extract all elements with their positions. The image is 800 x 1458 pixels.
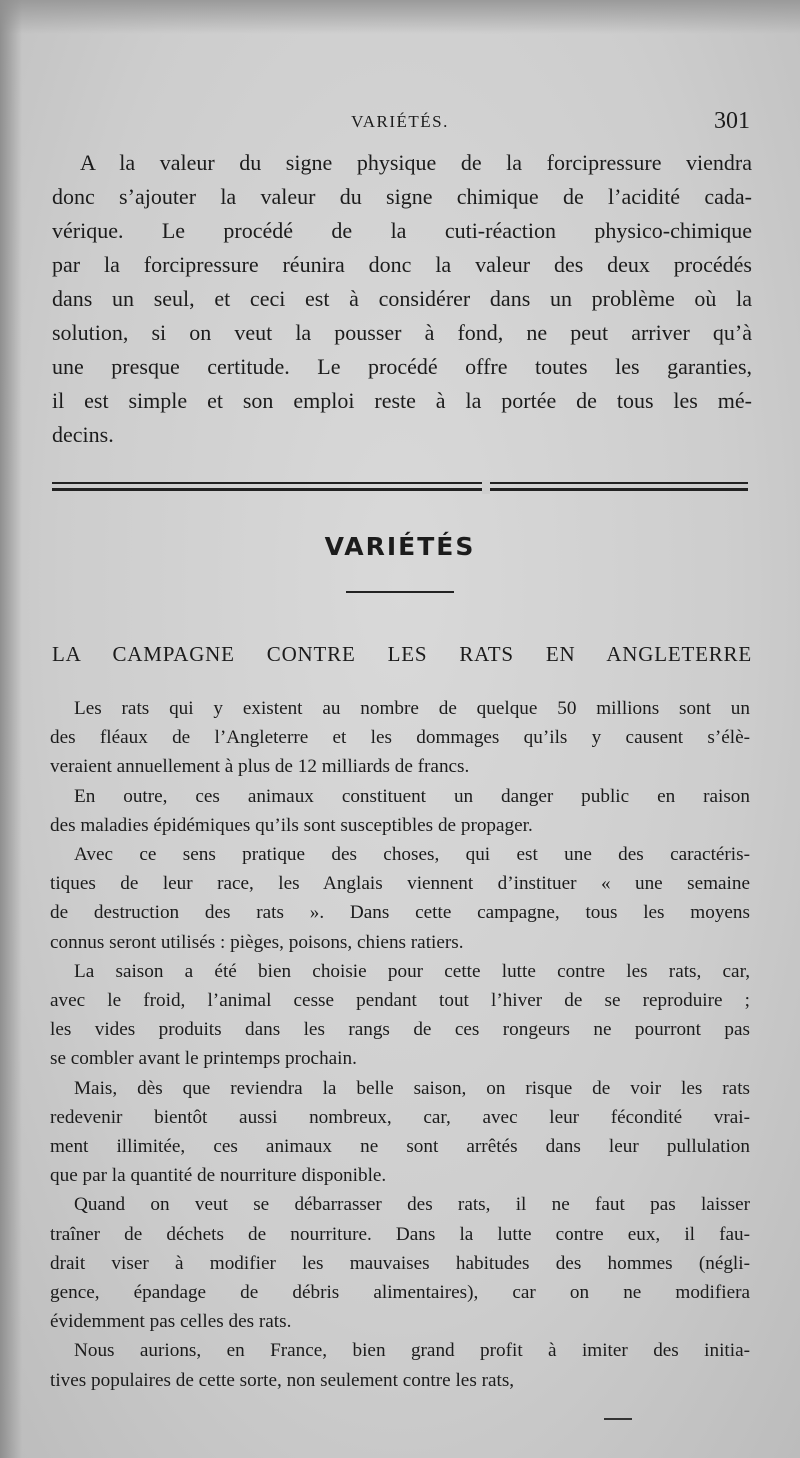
text-line: tiques de leur race, les Anglais viennent d’instituer « une semaine	[50, 873, 750, 895]
signature-mark	[604, 1418, 632, 1420]
text-line: donc s’ajouter la valeur du signe chimique de l’acidité cada-	[52, 184, 752, 209]
text-line: ment illimitée, ces animaux ne sont arrêtés dans leur pullulation	[50, 1136, 750, 1158]
text-line: par la forcipressure réunira donc la valeur des deux procédés	[52, 252, 752, 277]
paragraph	[50, 957, 750, 1074]
page-shadow-left	[0, 0, 22, 1458]
paragraph	[50, 1074, 750, 1191]
text-line: Quand on veut se débarrasser des rats, il ne faut pas laisser	[74, 1194, 750, 1216]
text-line: Nous aurions, en France, bien grand profit à imiter des initia-	[74, 1340, 750, 1362]
section-divider	[52, 480, 748, 494]
text-line: évidemment pas celles des rats.	[50, 1311, 292, 1333]
text-line: des fléaux de l’Angleterre et les dommages qu’ils y causent s’élè-	[50, 727, 750, 749]
paragraph	[50, 840, 750, 957]
paragraph	[50, 782, 750, 840]
text-line: avec le froid, l’animal cesse pendant tout l’hiver de se reproduire ;	[50, 990, 750, 1012]
text-line: traîner de déchets de nourriture. Dans la lutte contre eux, il fau-	[50, 1223, 750, 1245]
running-header	[50, 108, 750, 138]
text-line: que par la quantité de nourriture disponible.	[50, 1165, 387, 1187]
text-line: redevenir bientôt aussi nombreux, car, avec leur fécondité vrai-	[50, 1106, 750, 1128]
article-title: LA CAMPAGNE CONTRE LES RATS EN ANGLETERRE	[52, 642, 752, 666]
text-line: Avec ce sens pratique des choses, qui est une des caractéris-	[74, 844, 750, 866]
text-line: La saison a été bien choisie pour cette lutte contre les rats, car,	[74, 960, 750, 982]
text-line: Mais, dès que reviendra la belle saison, on risque de voir les rats	[74, 1077, 750, 1099]
text-line: solution, si on veut la pousser à fond, ne peut arriver qu’à	[52, 320, 752, 345]
section-title: VARIÉTÉS	[324, 532, 476, 561]
text-line: veraient annuellement à plus de 12 milliards de francs.	[50, 756, 470, 778]
text-line: de destruction des rats ». Dans cette campagne, tous les moyens	[50, 902, 750, 924]
page-shadow-top	[0, 0, 800, 34]
text-line: tives populaires de cette sorte, non seulement contre les rats,	[50, 1369, 515, 1391]
paragraph	[50, 694, 750, 782]
text-line: decins.	[52, 422, 114, 447]
text-line: les vides produits dans les rangs de ces rongeurs ne pourront pas	[50, 1019, 750, 1041]
text-line: des maladies épidémiques qu’ils sont susceptibles de propager.	[50, 814, 533, 836]
page-number: 301	[714, 108, 750, 134]
running-title: VARIÉTÉS.	[351, 112, 449, 131]
text-line: A la valeur du signe physique de la forcipressure viendra	[80, 150, 752, 175]
text-line: dans un seul, et ceci est à considérer dans un problème où la	[52, 286, 752, 311]
text-line: il est simple et son emploi reste à la portée de tous les mé-	[52, 388, 752, 413]
text-line: connus seront utilisés : pièges, poisons, chiens ratiers.	[50, 931, 464, 953]
text-line: En outre, ces animaux constituent un danger public en raison	[74, 785, 750, 807]
paragraph	[50, 1190, 750, 1336]
text-line: gence, épandage de débris alimentaires), car on ne modifiera	[50, 1282, 750, 1304]
text-line: se combler avant le printemps prochain.	[50, 1048, 357, 1070]
article-body	[50, 694, 750, 1395]
text-line: drait viser à modifier les mauvaises habitudes des hommes (négli-	[50, 1252, 750, 1274]
intro-paragraph	[52, 146, 752, 452]
text-line: Les rats qui y existent au nombre de quelque 50 millions sont un	[74, 698, 750, 719]
title-underline	[346, 591, 454, 593]
text-line: vérique. Le procédé de la cuti-réaction physico-chimique	[52, 218, 752, 243]
paragraph	[50, 1336, 750, 1394]
text-line: une presque certitude. Le procédé offre toutes les garanties,	[52, 354, 752, 379]
